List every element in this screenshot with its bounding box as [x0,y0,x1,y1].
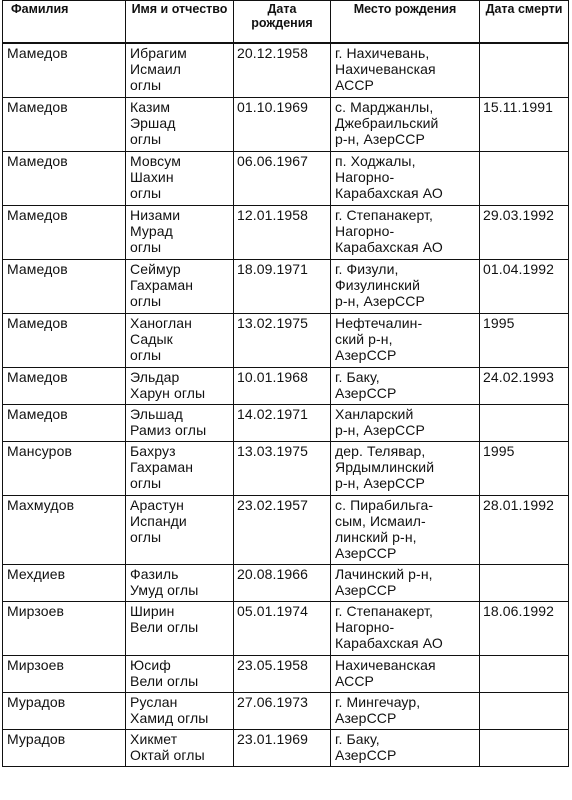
table-row [3,368,569,405]
cell-name: Эльдар Харун оглы [126,368,234,405]
table-row [3,442,569,496]
cell-surname: Мамедов [3,260,126,314]
cell-surname: Мамедов [3,98,126,152]
cell-death-date [480,693,569,730]
table-row [3,693,569,730]
header-name: Имя и отчество [126,1,234,44]
cell-surname: Мамедов [3,43,126,98]
table-row [3,405,569,442]
cell-surname: Мамедов [3,152,126,206]
cell-birth-date: 27.06.1973 [234,693,331,730]
cell-birth-date: 14.02.1971 [234,405,331,442]
cell-name: Хикмет Октай оглы [126,730,234,767]
header-birth-place: Место рождения [331,1,480,44]
cell-birth-date: 18.09.1971 [234,260,331,314]
cell-birth-place: г. Мингечаур, АзерССР [331,693,480,730]
memorial-table [2,0,569,767]
cell-name: Низами Мурад оглы [126,206,234,260]
cell-surname: Мамедов [3,314,126,368]
cell-name: Казим Эршад оглы [126,98,234,152]
cell-birth-date: 20.08.1966 [234,565,331,602]
cell-death-date: 01.04.1992 [480,260,569,314]
cell-surname: Мурадов [3,693,126,730]
cell-birth-date: 23.01.1969 [234,730,331,767]
cell-death-date: 15.11.1991 [480,98,569,152]
cell-name: Ширин Вели оглы [126,602,234,656]
cell-birth-place: г. Баку, АзерССР [331,730,480,767]
table-body [3,43,569,767]
cell-surname: Мирзоев [3,602,126,656]
header-birth-date: Дата рождения [234,1,331,44]
table-row [3,206,569,260]
cell-birth-date: 23.05.1958 [234,656,331,693]
cell-death-date: 18.06.1992 [480,602,569,656]
cell-name: Сеймур Гахраман оглы [126,260,234,314]
cell-birth-date: 12.01.1958 [234,206,331,260]
table-row [3,496,569,565]
cell-death-date [480,43,569,98]
cell-birth-date: 01.10.1969 [234,98,331,152]
cell-surname: Мамедов [3,368,126,405]
cell-birth-date: 05.01.1974 [234,602,331,656]
cell-name: Мовсум Шахин оглы [126,152,234,206]
cell-death-date: 24.02.1993 [480,368,569,405]
cell-birth-place: Нахичеванская АССР [331,656,480,693]
table-row [3,656,569,693]
table-row [3,43,569,98]
table-row [3,152,569,206]
cell-birth-date: 13.02.1975 [234,314,331,368]
cell-death-date [480,565,569,602]
cell-birth-date: 13.03.1975 [234,442,331,496]
header-death-date: Дата смерти [480,1,569,44]
cell-birth-place: г. Баку, АзерССР [331,368,480,405]
cell-name: Ханоглан Садык оглы [126,314,234,368]
cell-birth-place: г. Степанакерт, Нагорно- Карабахская АО [331,206,480,260]
cell-surname: Мурадов [3,730,126,767]
cell-birth-date: 20.12.1958 [234,43,331,98]
cell-name: Юсиф Вели оглы [126,656,234,693]
cell-death-date: 29.03.1992 [480,206,569,260]
cell-name: Фазиль Умуд оглы [126,565,234,602]
cell-death-date [480,152,569,206]
cell-death-date: 1995 [480,442,569,496]
cell-name: Эльшад Рамиз оглы [126,405,234,442]
table-row [3,730,569,767]
cell-surname: Махмудов [3,496,126,565]
cell-death-date: 28.01.1992 [480,496,569,565]
table-row [3,314,569,368]
cell-name: Бахруз Гахраман оглы [126,442,234,496]
cell-death-date [480,656,569,693]
cell-name: Арастун Испанди оглы [126,496,234,565]
table-row [3,565,569,602]
table-header [3,1,569,44]
cell-birth-date: 23.02.1957 [234,496,331,565]
cell-surname: Мехдиев [3,565,126,602]
cell-birth-place: г. Степанакерт, Нагорно- Карабахская АО [331,602,480,656]
cell-death-date [480,730,569,767]
cell-surname: Мамедов [3,206,126,260]
cell-surname: Мирзоев [3,656,126,693]
cell-name: Ибрагим Исмаил оглы [126,43,234,98]
table-row [3,260,569,314]
cell-birth-place: г. Нахичевань, Нахичеванская АССР [331,43,480,98]
cell-birth-place: с. Марджанлы, Джебраильский р-н, АзерССР [331,98,480,152]
table-row [3,602,569,656]
cell-birth-place: Лачинский р-н, АзерССР [331,565,480,602]
cell-birth-place: г. Физули, Физулинский р-н, АзерССР [331,260,480,314]
cell-surname: Мамедов [3,405,126,442]
cell-name: Руслан Хамид оглы [126,693,234,730]
cell-surname: Мансуров [3,442,126,496]
cell-birth-date: 06.06.1967 [234,152,331,206]
cell-birth-date: 10.01.1968 [234,368,331,405]
cell-birth-place: с. Пирабильга- сым, Исмаил- линский р-н, АзерССР [331,496,480,565]
cell-death-date [480,405,569,442]
header-row [3,1,569,44]
cell-birth-place: Ханларский р-н, АзерССР [331,405,480,442]
cell-birth-place: Нефтечалин- ский р-н, АзерССР [331,314,480,368]
cell-death-date: 1995 [480,314,569,368]
table-row [3,98,569,152]
cell-birth-place: дер. Телявар, Ярдымлинский р-н, АзерССР [331,442,480,496]
header-surname: Фамилия [3,1,126,44]
cell-birth-place: п. Ходжалы, Нагорно- Карабахская АО [331,152,480,206]
